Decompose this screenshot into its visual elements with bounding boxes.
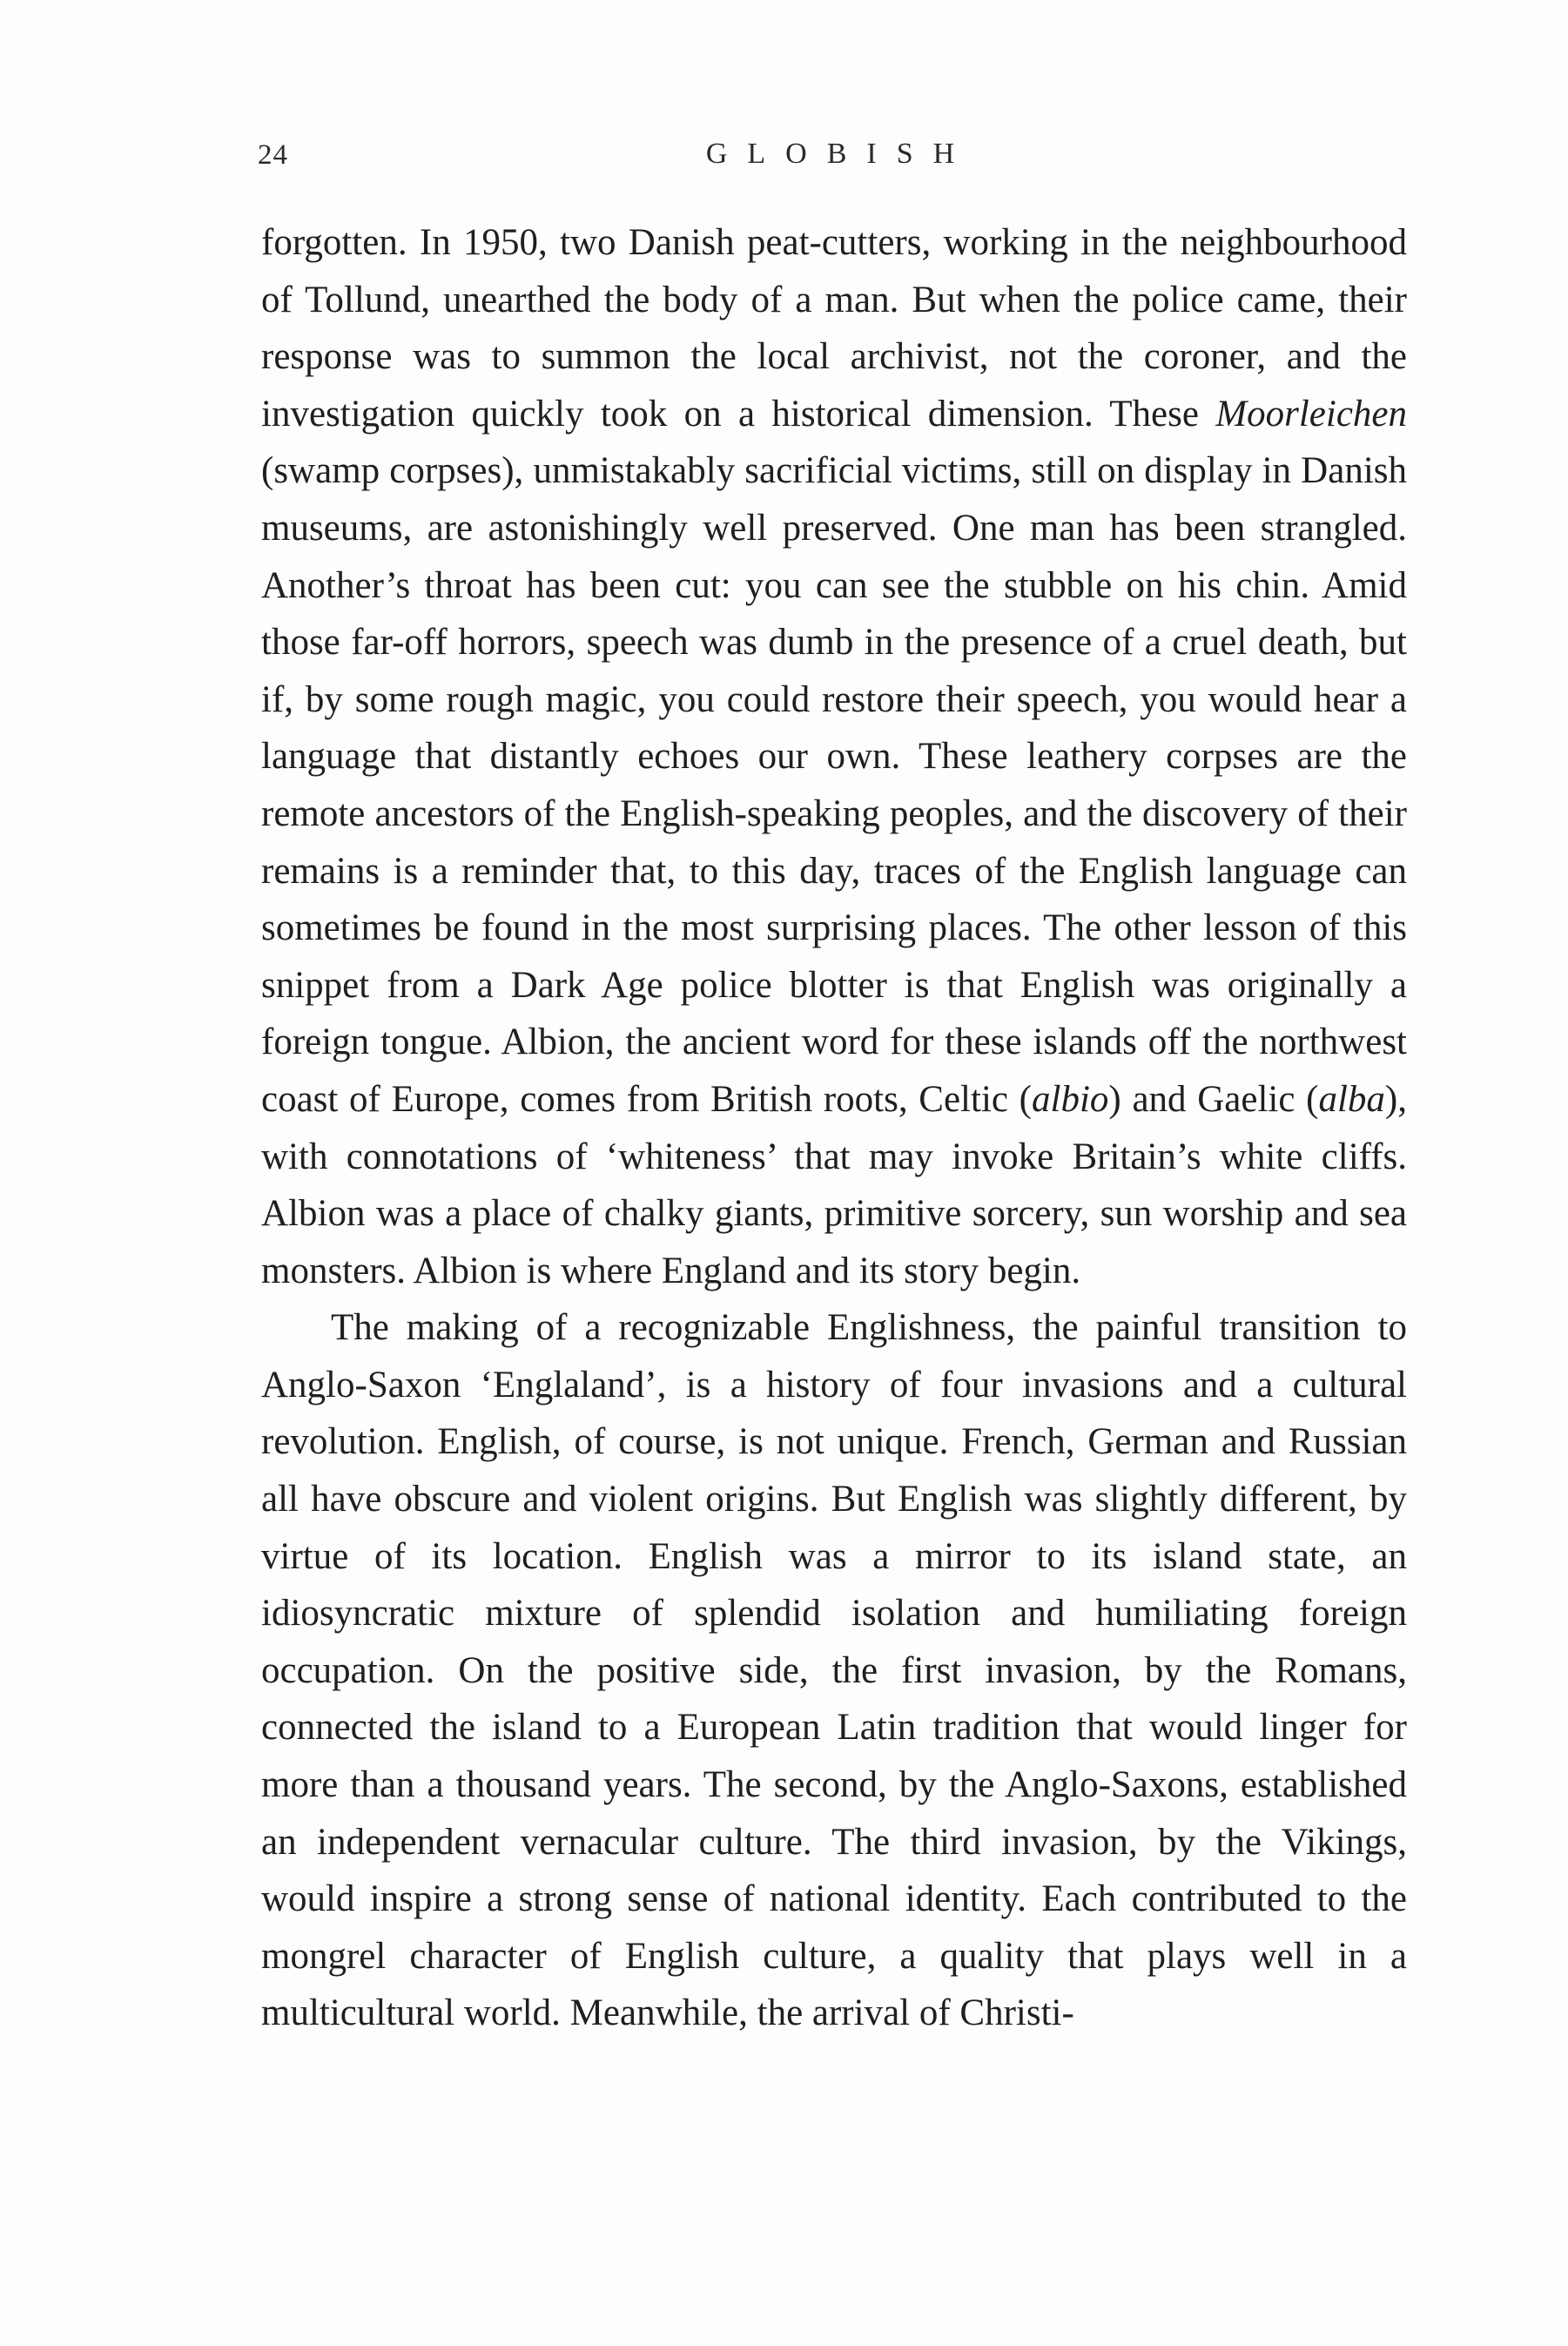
book-title: GLOBISH: [705, 138, 975, 170]
italic-term-alba: alba: [1318, 1078, 1385, 1120]
page-number: 24: [258, 139, 288, 171]
text-run: (swamp corpses), unmistakably sacrificial victims, still on display in Danish museums, are astonishingly well preserved. One man has been strangled. Another’s throat has been cut: you can see the stubble on his chin. Amid those far-off horrors, speech was dumb in the presence of a cruel death, but if, by some rough magic, you could restore their speech, you would hear a language that distantly echoes our own. These leathery corpses are the remote ancestors of the English-speaking peoples, and the discovery of their remains is a reminder that, to this day, traces of the English language can sometimes be found in the most surprising places. The other lesson of this snippet from a Dark Age police blotter is that English was originally a foreign tongue. Albion, the ancient word for these islands off the northwest coast of Europe, comes from British roots, Celtic (: [261, 450, 1407, 1120]
text-run: ) and Gaelic (: [1108, 1078, 1319, 1120]
running-head: [258, 131, 1403, 183]
italic-term-moorleichen: Moorleichen: [1215, 393, 1407, 435]
italic-term-albio: albio: [1032, 1078, 1109, 1120]
body-text: [261, 214, 1407, 2042]
paragraph: [261, 1299, 1407, 2042]
text-run: ), with connotations of ‘whiteness’ that may invoke Britain’s white cliffs. Albion was a place of chalky giants, primitive sorcery, sun worship and sea monsters. Albion is where England and its story begin.: [261, 1078, 1407, 1291]
paragraph: [261, 214, 1407, 1299]
text-run: forgotten. In 1950, two Danish peat-cutters, working in the neighbourhood of Tollund, unearthed the body of a man. But when the police came, their response was to summon the local archivist, not the coroner, and the investigation quickly took on a historical dimension. These: [261, 222, 1407, 435]
text-run: The making of a recognizable Englishness, the painful transition to Anglo-Saxon ‘Englaland’, is a history of four invasions and a cultural revolution. English, of course, is not unique. French, German and Russian all have obscure and violent origins. But English was slightly different, by virtue of its location. English was a mirror to its island state, an idiosyncratic mixture of splendid isolation and humiliating foreign occupation. On the positive side, the first invasion, by the Romans, connected the island to a European Latin tradition that would linger for more than a thousand years. The second, by the Anglo-Saxons, established an independent vernacular culture. The third invasion, by the Vikings, would inspire a strong sense of national identity. Each contributed to the mongrel character of English culture, a quality that plays well in a multicultural world. Meanwhile, the arrival of Christi-: [261, 1307, 1407, 2034]
